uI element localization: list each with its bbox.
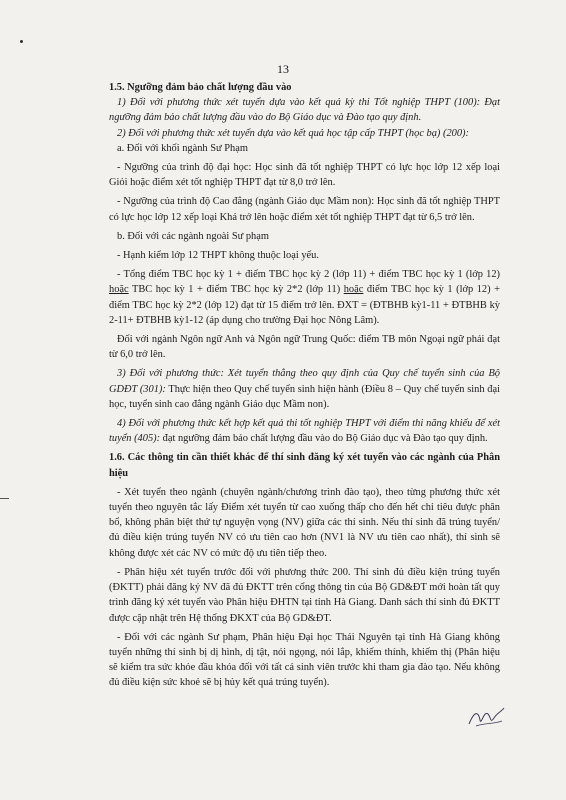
- paragraph: [109, 267, 500, 328]
- initials-signature: [466, 702, 508, 730]
- page-number: 13: [277, 62, 289, 76]
- paragraph: [109, 416, 500, 446]
- paragraph: - Đối với các ngành Sư phạm, Phân hiệu Đại học Thái Nguyên tại tỉnh Hà Giang không tuyển những thí sinh bị dị hình, dị tật, nói ngọng, nói lắp, khiếm thính, khiếm thị (Phân hiệu sẽ kiểm tra sức khỏe đầu khóa đối với tất cả sinh viên trước khi tham gia đào tạo. Nếu không đủ điều kiện sức khoẻ sẽ bị hủy kết quả trúng tuyển).: [109, 631, 500, 689]
- paragraph: - Xét tuyển theo ngành (chuyên ngành/chương trình đào tạo), theo từng phương thức xét tuyển theo nguyên tắc lấy Điểm xét tuyển từ cao xuống thấp cho đến hết chỉ tiêu được phân bổ, không phân biệt thứ tự nguyện vọng (NV) giữa các thí sinh. Nếu thí sinh đã trúng tuyển/đủ điều kiện trúng tuyển NV có ưu tiên cao hơn (NV1 là NV ưu tiên cao nhất), thí sinh sẽ không được xét các NV có mức độ ưu tiên tiếp theo.: [109, 486, 500, 559]
- paragraph: - Hạnh kiểm lớp 12 THPT không thuộc loại yếu.: [117, 250, 319, 262]
- section-heading-1-6: 1.6. Các thông tin cần thiết khác để thí sinh đăng ký xét tuyển vào các ngành của Phân hiệu: [109, 452, 500, 479]
- paragraph: 1) Đối với phương thức xét tuyển dựa vào kết quả kỳ thi Tốt nghiệp THPT (100): Đạt ngưỡng đảm bảo chất lượng đầu vào do Bộ Giáo dục và Đào tạo quy định.: [109, 97, 500, 124]
- paragraph: - Ngưỡng của trình độ đại học: Học sinh đã tốt nghiệp THPT có lực học lớp 12 xếp loại Giỏi hoặc điểm xét tốt nghiệp THPT đạt từ 8,0 trở lên.: [109, 162, 500, 189]
- text-run: TBC học kỳ 1 + điểm TBC học kỳ 2*2 (lớp 11): [128, 284, 344, 296]
- document-body: [109, 80, 500, 691]
- underlined-word: hoặc: [343, 284, 364, 296]
- paragraph: - Phân hiệu xét tuyển trước đối với phương thức 200. Thí sinh đủ điều kiện trúng tuyển (ĐKTT) phải đăng ký NV đã đủ ĐKTT trên cổng thông tin của Bộ GD&ĐT mới hoàn tất quy trình đăng ký xét tuyển vào Phân hiệu ĐHTN tại tỉnh Hà Giang. Danh sách thí sinh đủ ĐKTT được cập nhật trên Hệ thống ĐKXT của Bộ GD&ĐT.: [109, 566, 500, 624]
- text-run: Thực hiện theo Quy chế tuyển sinh hiện hành (Điều 8 – Quy chế tuyển sinh đại học, tuyển sinh cao đẳng ngành Giáo dục Mầm non).: [109, 383, 500, 410]
- paragraph: - Ngưỡng của trình độ Cao đẳng (ngành Giáo dục Mầm non): Học sinh đã tốt nghiệp THPT có lực học lớp 12 xếp loại Khá trở lên hoặc điểm xét tốt nghiệp THPT đạt từ 6,5 trở lên.: [109, 196, 500, 223]
- scan-mark: [20, 40, 23, 43]
- italic-lead: 4) Đối với phương thức kết hợp kết quả thi tốt nghiệp THPT với điểm thi năng khiếu để xét tuyển (405):: [109, 418, 500, 445]
- paragraph: Đối với ngành Ngôn ngữ Anh và Ngôn ngữ Trung Quốc: điểm TB môn Ngoại ngữ phải đạt từ 6,0 trở lên.: [109, 334, 500, 361]
- italic-lead: 3) Đối với phương thức: Xét tuyển thẳng theo quy định của Quy chế tuyển sinh của Bộ GDĐT (301):: [109, 368, 500, 395]
- text-run: điểm TBC học kỳ 1 (lớp 12) + điểm TBC học kỳ 2*2 (lớp 12) đạt từ 15 điểm trở lên. ĐXT = (ĐTBHB kỳ1-11 + ĐTBHB kỳ 2-11+ ĐTBHB kỳ1-12 (áp dụng cho trường Đại học Nông Lâm).: [109, 284, 500, 326]
- text-run: - Tổng điểm TBC học kỳ 1 + điểm TBC học kỳ 2 (lớp 11) + điểm TBC học kỳ 1 (lớp 12): [117, 269, 500, 281]
- margin-tick: [0, 498, 9, 499]
- text-run: đạt ngưỡng đảm bảo chất lượng đầu vào do Bộ Giáo dục và Đào tạo quy định.: [160, 433, 488, 445]
- paragraph: 2) Đối với phương thức xét tuyển dựa vào kết quả học tập cấp THPT (học bạ) (200):: [117, 127, 469, 139]
- paragraph: b. Đối với các ngành ngoài Sư phạm: [117, 230, 269, 242]
- section-heading-1-5: 1.5. Ngưỡng đảm bảo chất lượng đầu vào: [109, 82, 292, 93]
- paragraph: a. Đối với khối ngành Sư Phạm: [117, 142, 248, 154]
- underlined-word: hoặc: [109, 284, 129, 296]
- paragraph: [109, 366, 500, 412]
